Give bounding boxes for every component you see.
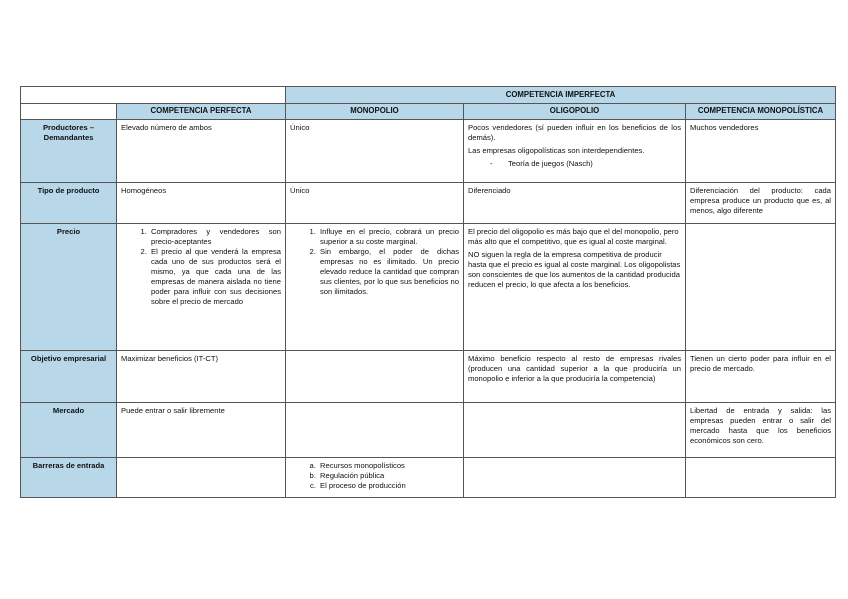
header-oligopolio: OLIGOPOLIO [464, 104, 686, 120]
row-mercado [21, 403, 836, 458]
cell-productores-oligopolio [464, 120, 686, 183]
list-item: 1. Compradores y vendedores son precio-aceptantes [149, 227, 281, 247]
empty-label-cell [21, 104, 117, 120]
row-label-tipo-producto: Tipo de producto [21, 183, 117, 224]
row-objetivo [21, 351, 836, 403]
text-paragraph: NO siguen la regla de la empresa competitiva de producir hasta que el precio es igual al coste marginal. Los oligopolistas son conscientes de que los aumentos de la cantidad producida reducen el precio, lo que afecta a los beneficios. [468, 250, 681, 290]
header-competencia-monopolistica: COMPETENCIA MONOPOLÍSTICA [686, 104, 836, 120]
list-item: 2. Sin embargo, el poder de dichas empresas no es ilimitado. Un precio elevado reduce la cantidad que compran sus clientes, por lo que sus beneficios no son ilimitados. [318, 247, 459, 297]
dash-list [468, 159, 681, 169]
row-precio [21, 224, 836, 351]
cell-precio-perfecta [117, 224, 286, 351]
list-item: 2. El precio al que venderá la empresa cada uno de sus productos será el mismo, ya que cada una de las empresas de manera aislada no tiene poder para influir con sus decisiones sobre el precio de mercado [149, 247, 281, 307]
list-item: c. El proceso de producción [318, 481, 459, 491]
header-row-columns [21, 104, 836, 120]
cell-mercado-perfecta: Puede entrar o salir libremente [117, 403, 286, 458]
text-paragraph: Las empresas oligopolísticas son interdependientes. [468, 146, 645, 156]
header-row-top [21, 87, 836, 104]
list-item: 1. Influye en el precio, cobrará un precio superior a su coste marginal. [318, 227, 459, 247]
cell-objetivo-perfecta: Maximizar beneficios (IT-CT) [117, 351, 286, 403]
header-competencia-perfecta: COMPETENCIA PERFECTA [117, 104, 286, 120]
row-label-barreras: Barreras de entrada [21, 458, 117, 498]
row-label-mercado: Mercado [21, 403, 117, 458]
row-productores [21, 120, 836, 183]
header-monopolio: MONOPOLIO [286, 104, 464, 120]
header-competencia-imperfecta: COMPETENCIA IMPERFECTA [286, 87, 836, 104]
cell-barreras-monopolistica [686, 458, 836, 498]
list-item: b. Regulación pública [318, 471, 459, 481]
row-label-precio: Precio [21, 224, 117, 351]
text-paragraph: El precio del oligopolio es más bajo que el del monopolio, pero más alto que el competitivo, que es igual al coste marginal. [468, 227, 679, 247]
cell-precio-monopolistica [686, 224, 836, 351]
comparison-table [20, 86, 836, 498]
cell-tipo-monopolistica: Diferenciación del producto: cada empresa produce un producto que es, al menos, algo diferente [686, 183, 836, 224]
cell-tipo-oligopolio: Diferenciado [464, 183, 686, 224]
row-label-objetivo: Objetivo empresarial [21, 351, 117, 403]
list-item: a. Recursos monopolísticos [318, 461, 459, 471]
cell-objetivo-monopolistica: Tienen un cierto poder para influir en el precio de mercado. [686, 351, 836, 403]
empty-corner-cell [21, 87, 286, 104]
text-paragraph: Pocos vendedores (sí pueden influir en los beneficios de los demás). [468, 123, 681, 143]
cell-productores-monopolistica: Muchos vendedores [686, 120, 836, 183]
cell-barreras-perfecta [117, 458, 286, 498]
row-barreras [21, 458, 836, 498]
cell-productores-perfecta: Elevado número de ambos [117, 120, 286, 183]
cell-objetivo-monopolio [286, 351, 464, 403]
cell-precio-monopolio [286, 224, 464, 351]
numbered-list [121, 227, 281, 307]
cell-tipo-monopolio: Único [286, 183, 464, 224]
cell-barreras-monopolio [286, 458, 464, 498]
cell-mercado-monopolio [286, 403, 464, 458]
list-item: - Teoría de juegos (Nasch) [508, 159, 681, 169]
lettered-list [290, 461, 459, 491]
cell-productores-monopolio: Único [286, 120, 464, 183]
cell-barreras-oligopolio [464, 458, 686, 498]
cell-objetivo-oligopolio: Máximo beneficio respecto al resto de empresas rivales (producen una cantidad superior a la que produciría un monopolio e inferior a la que produciría la competencia) [464, 351, 686, 403]
cell-mercado-oligopolio [464, 403, 686, 458]
cell-tipo-perfecta: Homogéneos [117, 183, 286, 224]
numbered-list [290, 227, 459, 297]
cell-mercado-monopolistica: Libertad de entrada y salida: las empresas pueden entrar o salir del mercado hasta que los beneficios económicos son cero. [686, 403, 836, 458]
row-label-productores: Productores – Demandantes [21, 120, 117, 183]
row-tipo-producto [21, 183, 836, 224]
cell-precio-oligopolio [464, 224, 686, 351]
